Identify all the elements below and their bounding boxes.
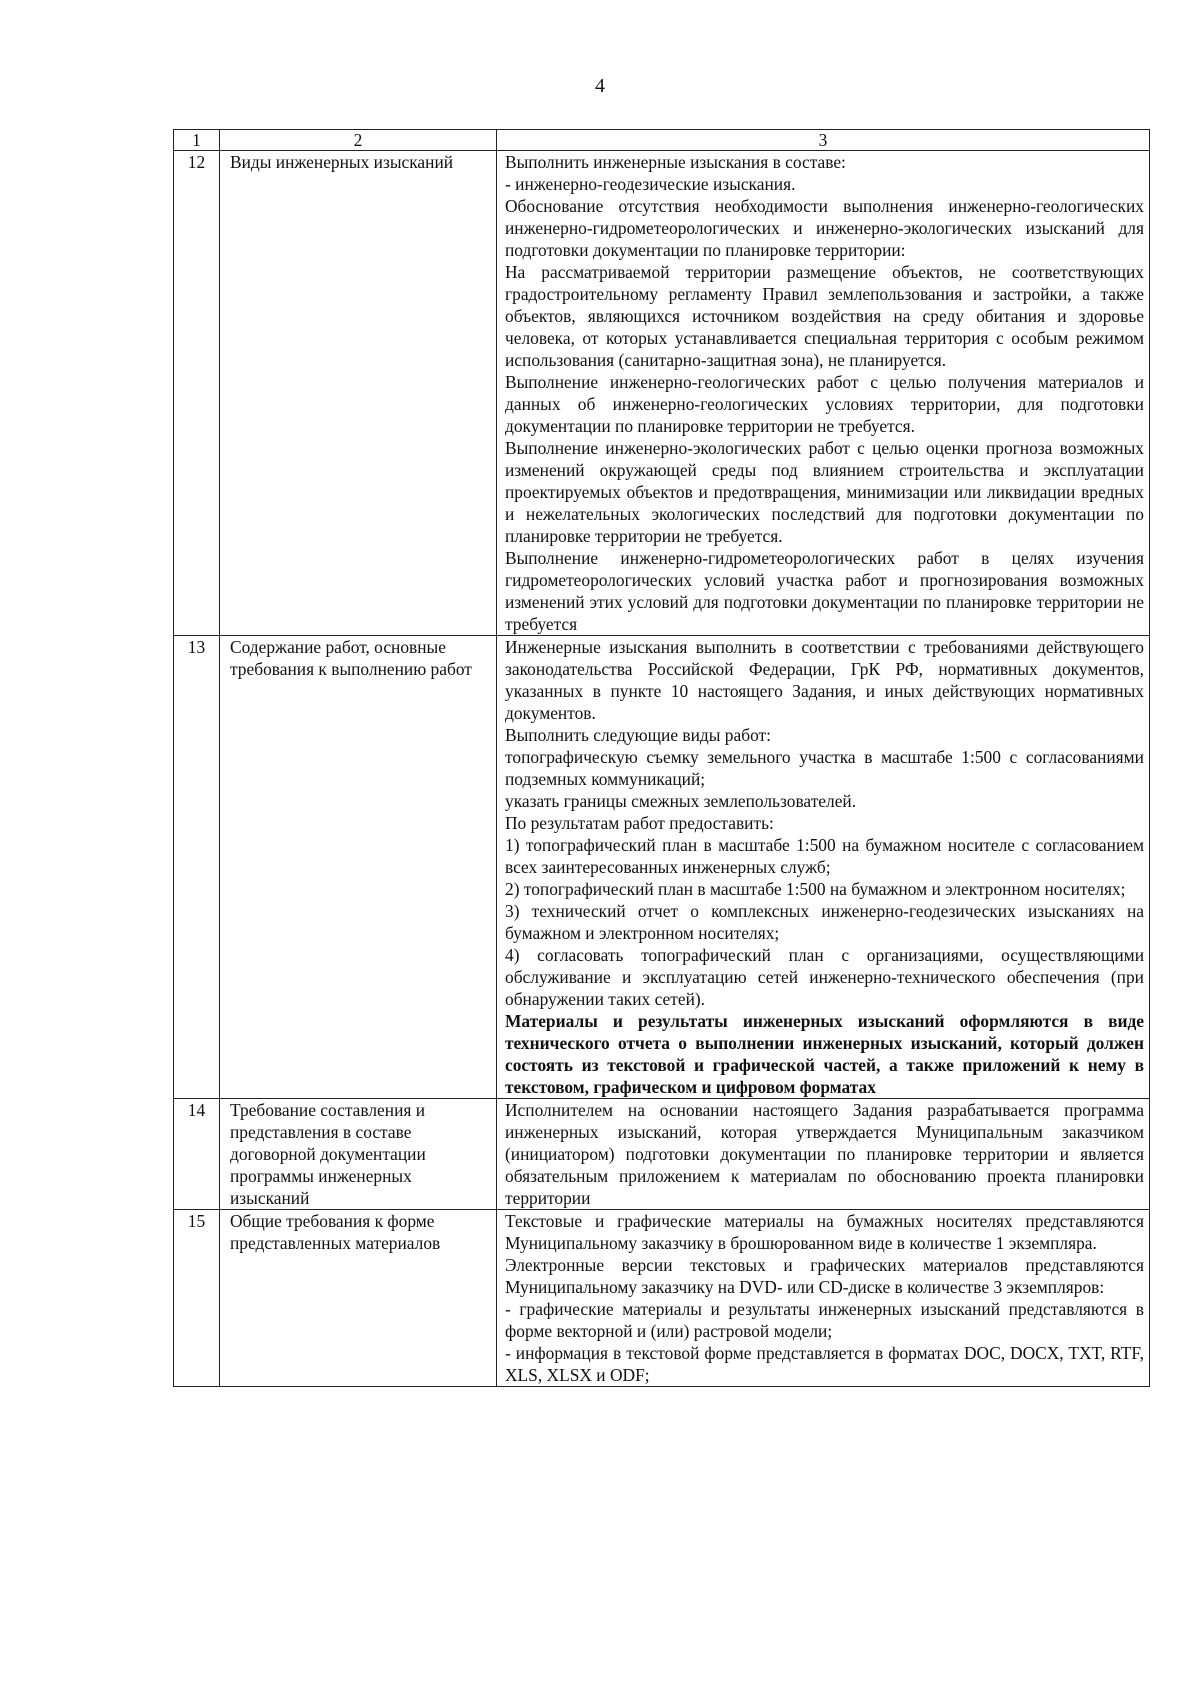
paragraph: - информация в текстовой форме представляется в форматах DOC, DOCX, TXT, RTF, XLS, XLSX и ODF; xyxy=(505,1343,1144,1385)
row-label: Требование составления и представления в составе договорной документации программы инженерных изысканий xyxy=(220,1099,497,1210)
row-label: Содержание работ, основные требования к выполнению работ xyxy=(220,636,497,1099)
paragraph: Выполнение инженерно-гидрометеорологических работ в целях изучения гидрометеорологических условий участка работ и прогнозирования возможных изменений этих условий для подготовки документации по планировке территории не требуется xyxy=(505,548,1144,634)
row-number: 14 xyxy=(174,1099,220,1210)
row-content xyxy=(497,1099,1150,1210)
paragraph: Выполнение инженерно-экологических работ с целью оценки прогноза возможных изменений окружающей среды под влиянием строительства и эксплуатации проектируемых объектов и предотвращения, минимизации или ликвидации вредных и нежелательных экологических последствий для подготовки документации по планировке территории не требуется. xyxy=(505,438,1144,546)
paragraph: По результатам работ предоставить: xyxy=(505,813,774,833)
paragraph: - графические материалы и результаты инженерных изысканий представляются в форме векторной и (или) растровой модели; xyxy=(505,1299,1144,1341)
row-content xyxy=(497,636,1150,1099)
paragraph: Выполнение инженерно-геологических работ с целью получения материалов и данных об инженерно-геологических условиях территории, для подготовки документации по планировке территории не требуется. xyxy=(505,372,1144,436)
table-row xyxy=(174,1210,1150,1387)
table-row xyxy=(174,151,1150,636)
paragraph: 4) согласовать топографический план с организациями, осуществляющими обслуживание и эксплуатацию сетей инженерно-технического обеспечения (при обнаружении таких сетей). xyxy=(505,945,1144,1009)
row-content xyxy=(497,151,1150,636)
paragraph: Выполнить следующие виды работ: xyxy=(505,725,771,745)
paragraph: 3) технический отчет о комплексных инженерно-геодезических изысканиях на бумажном и электронном носителях; xyxy=(505,901,1144,943)
paragraph-bold: Материалы и результаты инженерных изысканий оформляются в виде технического отчета о выполнении инженерных изысканий, который должен состоять из текстовой и графической частей, а также приложений к нему в текстовом, графическом и цифровом форматах xyxy=(505,1011,1144,1097)
paragraph: Выполнить инженерные изыскания в составе: xyxy=(505,152,846,172)
column-header-1: 1 xyxy=(174,130,220,151)
row-content xyxy=(497,1210,1150,1387)
row-number: 12 xyxy=(174,151,220,636)
paragraph: Исполнителем на основании настоящего Задания разрабатывается программа инженерных изысканий, которая утверждается Муниципальным заказчиком (инициатором) подготовки документации по планировке территории и является обязательным приложением к материалам по обоснованию проекта планировки территории xyxy=(505,1100,1144,1208)
table-row xyxy=(174,636,1150,1099)
paragraph: Инженерные изыскания выполнить в соответствии с требованиями действующего законодательства Российской Федерации, ГрК РФ, нормативных документов, указанных в пункте 10 настоящего Задания, и иных действующих нормативных документов. xyxy=(505,637,1144,723)
row-label: Общие требования к форме представленных материалов xyxy=(220,1210,497,1387)
row-label: Виды инженерных изысканий xyxy=(220,151,497,636)
row-number: 15 xyxy=(174,1210,220,1387)
paragraph: 2) топографический план в масштабе 1:500 на бумажном и электронном носителях; xyxy=(505,879,1126,899)
paragraph: указать границы смежных землепользователей. xyxy=(505,791,857,811)
table-header-row xyxy=(174,130,1150,151)
column-header-2: 2 xyxy=(220,130,497,151)
row-number: 13 xyxy=(174,636,220,1099)
table-row xyxy=(174,1099,1150,1210)
paragraph: Обоснование отсутствия необходимости выполнения инженерно-геологических инженерно-гидрометеорологических и инженерно-экологических изысканий для подготовки документации по планировке территории: xyxy=(505,196,1144,260)
paragraph: 1) топографический план в масштабе 1:500 на бумажном носителе с согласованием всех заинтересованных инженерных служб; xyxy=(505,835,1144,877)
requirements-table xyxy=(173,129,1150,1387)
page-number: 4 xyxy=(595,75,605,97)
paragraph: На рассматриваемой территории размещение объектов, не соответствующих градостроительному регламенту Правил землепользования и застройки, а также объектов, являющихся источником воздействия на среду обитания и здоровье человека, от которых устанавливается специальная территория с особым режимом использования (санитарно-защитная зона), не планируется. xyxy=(505,262,1144,370)
paragraph: топографическую съемку земельного участка в масштабе 1:500 с согласованиями подземных коммуникаций; xyxy=(505,747,1144,789)
paragraph: - инженерно-геодезические изыскания. xyxy=(505,174,796,194)
paragraph: Электронные версии текстовых и графических материалов представляются Муниципальному заказчику на DVD- или CD-диске в количестве 3 экземпляров: xyxy=(505,1255,1144,1297)
paragraph: Текстовые и графические материалы на бумажных носителях представляются Муниципальному заказчику в брошюрованном виде в количестве 1 экземпляра. xyxy=(505,1211,1144,1253)
column-header-3: 3 xyxy=(497,130,1150,151)
